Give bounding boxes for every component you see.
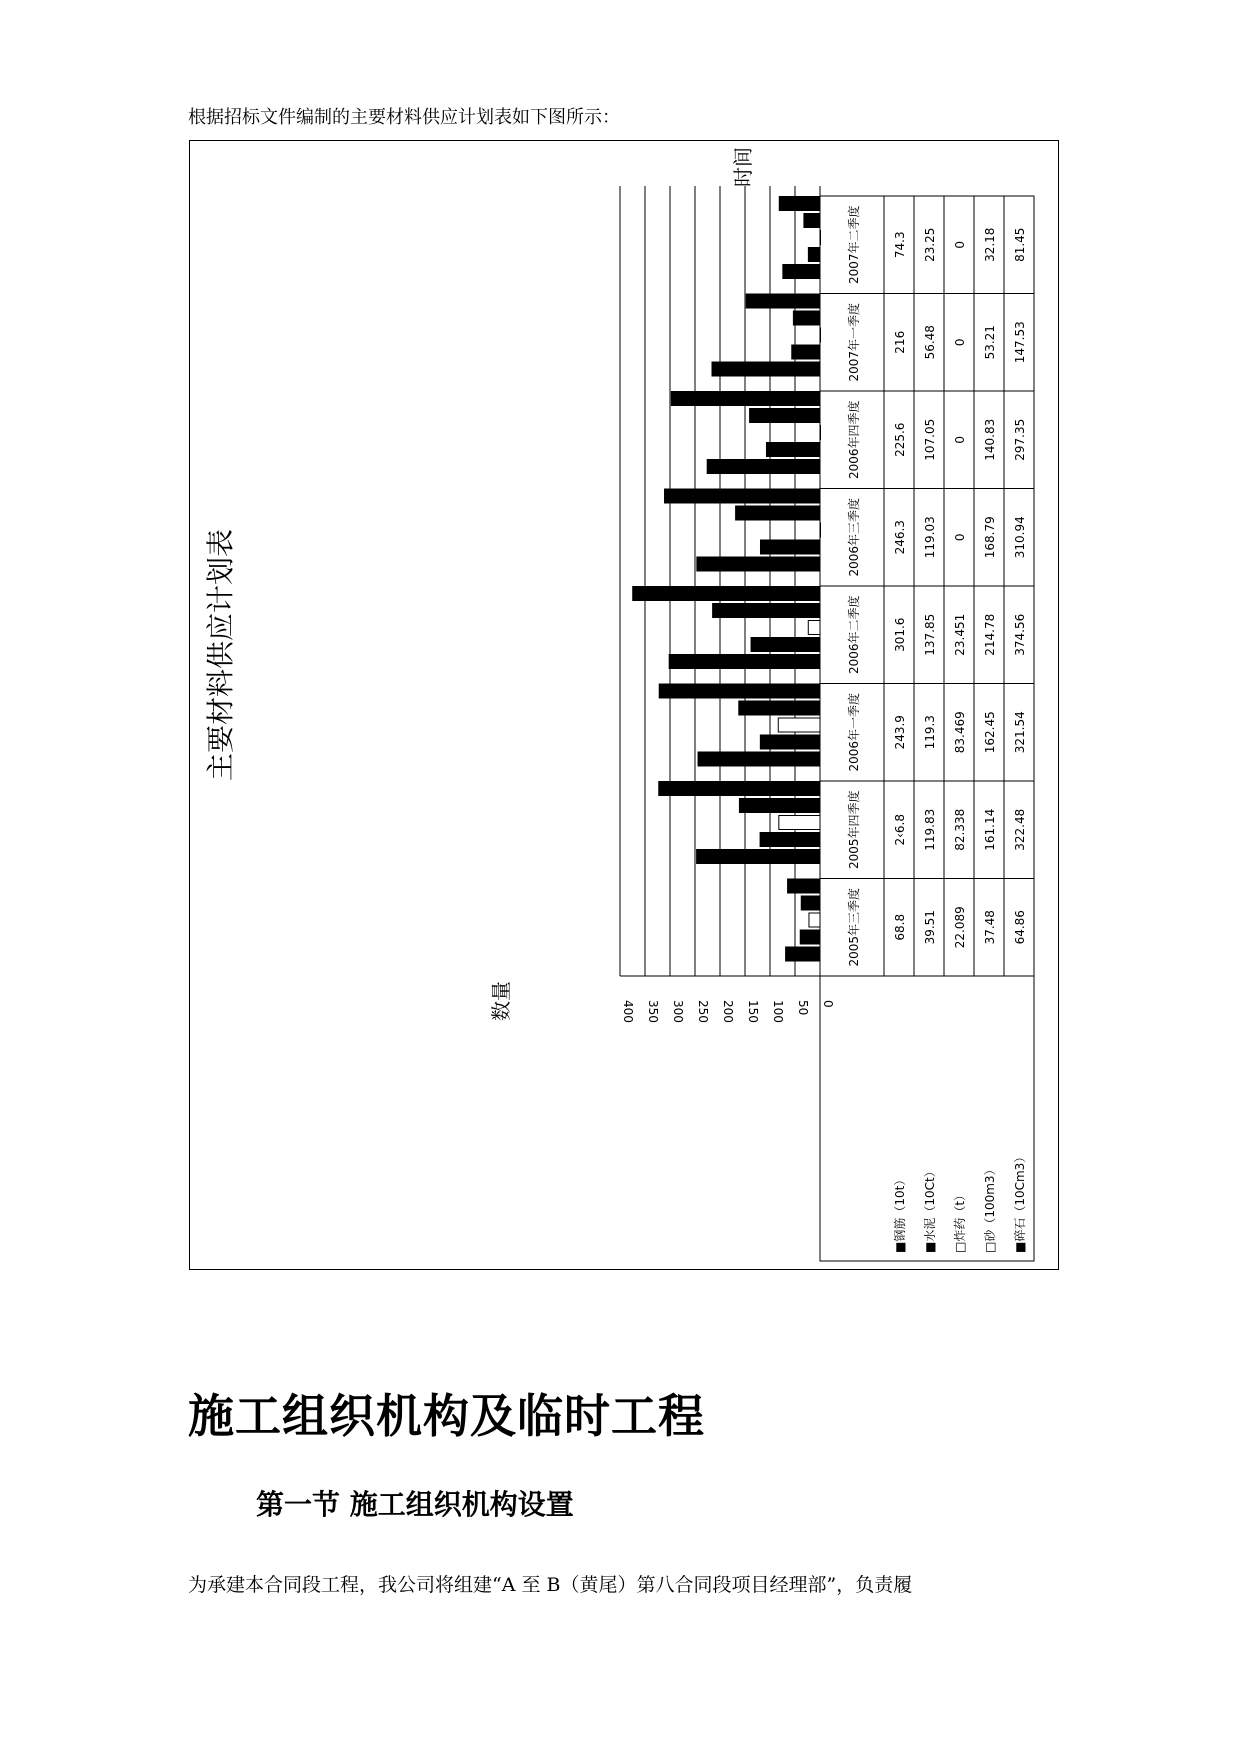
bar-2-3 — [808, 621, 820, 635]
bar-4-1 — [659, 782, 820, 796]
table-value: 0 — [953, 435, 967, 444]
table-value: 23.25 — [923, 227, 937, 262]
y-tick-label: 250 — [696, 1000, 710, 1023]
table-value: 216 — [893, 330, 907, 354]
bar-1-4 — [760, 540, 820, 554]
table-value: 83.469 — [953, 711, 967, 754]
bar-0-4 — [697, 557, 820, 571]
table-value: 322.48 — [1013, 808, 1027, 851]
category-label: 2006年二季度 — [847, 595, 861, 675]
legend-item: ■钢筋（10t） — [893, 1173, 907, 1253]
bar-2-1 — [779, 816, 820, 830]
y-tick-label: 0 — [821, 1000, 835, 1008]
table-value: 0 — [953, 338, 967, 347]
bar-0-3 — [669, 655, 820, 669]
category-label: 2007年一季度 — [847, 302, 861, 382]
bar-4-3 — [633, 587, 820, 601]
table-value: 119.3 — [923, 715, 937, 750]
intro-text: 根据招标文件编制的主要材料供应计划表如下图所示： — [188, 107, 620, 128]
table-value: 168.79 — [983, 516, 997, 559]
bar-0-7 — [783, 265, 820, 279]
legend-item: ■碎石（10Cm3） — [1013, 1150, 1027, 1253]
table-value: 0 — [953, 533, 967, 542]
body-paragraph: 为承建本合同段工程，我公司将组建“A 至 B（黄尾）第八合同段项目经理部”，负责履 — [188, 1574, 913, 1596]
y-tick-label: 300 — [671, 1000, 685, 1023]
bar-3-0 — [801, 896, 820, 910]
table-value: 310.94 — [1013, 516, 1027, 559]
category-label: 2006年三季度 — [847, 497, 861, 577]
bar-0-5 — [707, 460, 820, 474]
bar-3-5 — [750, 409, 820, 423]
category-label: 2005年三季度 — [847, 887, 861, 967]
table-value: 107.05 — [923, 418, 937, 461]
bar-1-0 — [800, 930, 820, 944]
bar-4-5 — [671, 392, 820, 406]
table-value: 297.35 — [1013, 418, 1027, 461]
table-value: 321.54 — [1013, 711, 1027, 754]
table-value: 374.56 — [1013, 613, 1027, 656]
table-value: 56.48 — [923, 325, 937, 360]
category-label: 2007年二季度 — [847, 205, 861, 285]
legend-item: □砂（100m3） — [983, 1163, 997, 1253]
table-value: 37.48 — [983, 910, 997, 945]
bar-3-7 — [804, 214, 820, 228]
table-value: 68.8 — [893, 913, 907, 941]
bar-4-0 — [788, 879, 820, 893]
bar-1-5 — [766, 443, 820, 457]
category-label: 2006年四季度 — [847, 400, 861, 480]
table-value: 2‹6.8 — [893, 813, 907, 846]
chart-title: 主要材料供应计划表 — [204, 528, 237, 781]
y-tick-label: 200 — [721, 1000, 735, 1023]
table-value: 74.3 — [893, 231, 907, 259]
bar-1-6 — [792, 345, 820, 359]
table-value: 243.9 — [893, 715, 907, 750]
bar-1-1 — [760, 833, 820, 847]
chart-canvas — [190, 141, 1060, 1271]
bar-0-1 — [697, 850, 820, 864]
table-value: 119.03 — [923, 516, 937, 559]
x-axis-label: 时间 — [731, 147, 755, 187]
y-tick-label: 350 — [646, 1000, 660, 1023]
bar-2-2 — [778, 718, 820, 732]
bar-3-4 — [736, 506, 820, 520]
bar-4-6 — [746, 294, 820, 308]
bar-3-3 — [713, 604, 820, 618]
bar-2-0 — [809, 913, 820, 927]
table-value: 22.089 — [953, 906, 967, 949]
table-value: 0 — [953, 240, 967, 249]
bar-3-2 — [739, 701, 820, 715]
table-value: 137.85 — [923, 613, 937, 656]
table-value: 246.3 — [893, 520, 907, 555]
y-tick-label: 50 — [796, 1000, 810, 1016]
table-value: 214.78 — [983, 613, 997, 656]
legend-item: □炸药（t） — [953, 1188, 967, 1253]
y-tick-label: 400 — [621, 1000, 635, 1023]
bar-3-6 — [793, 311, 820, 325]
table-value: 53.21 — [983, 325, 997, 360]
bar-1-7 — [808, 248, 820, 262]
page-title: 施工组织机构及临时工程 — [188, 1389, 705, 1443]
bar-1-2 — [760, 735, 820, 749]
table-value: 225.6 — [893, 422, 907, 457]
bar-4-7 — [779, 197, 820, 211]
material-supply-chart — [189, 140, 1059, 1270]
y-axis-label: 数量 — [489, 981, 513, 1021]
table-value: 81.45 — [1013, 227, 1027, 262]
legend-item: ■水泥（10Ct） — [923, 1165, 937, 1253]
table-value: 32.18 — [983, 227, 997, 262]
table-value: 162.45 — [983, 711, 997, 754]
table-value: 147.53 — [1013, 321, 1027, 364]
bar-0-0 — [786, 947, 820, 961]
table-value: 82.338 — [953, 808, 967, 851]
table-value: 119.83 — [923, 808, 937, 851]
bar-3-1 — [739, 799, 820, 813]
y-tick-label: 100 — [771, 1000, 785, 1023]
section-heading: 第一节 施工组织机构设置 — [256, 1488, 574, 1521]
table-value: 23.451 — [953, 613, 967, 656]
y-tick-label: 150 — [746, 1000, 760, 1023]
table-value: 161.14 — [983, 808, 997, 851]
bar-4-4 — [665, 489, 820, 503]
category-label: 2005年四季度 — [847, 790, 861, 870]
table-value: 301.6 — [893, 617, 907, 652]
bar-4-2 — [659, 684, 820, 698]
bar-1-3 — [751, 638, 820, 652]
bar-0-2 — [698, 752, 820, 766]
bar-0-6 — [712, 362, 820, 376]
table-value: 140.83 — [983, 418, 997, 461]
table-value: 64.86 — [1013, 910, 1027, 945]
category-label: 2006年一季度 — [847, 692, 861, 772]
table-value: 39.51 — [923, 910, 937, 945]
